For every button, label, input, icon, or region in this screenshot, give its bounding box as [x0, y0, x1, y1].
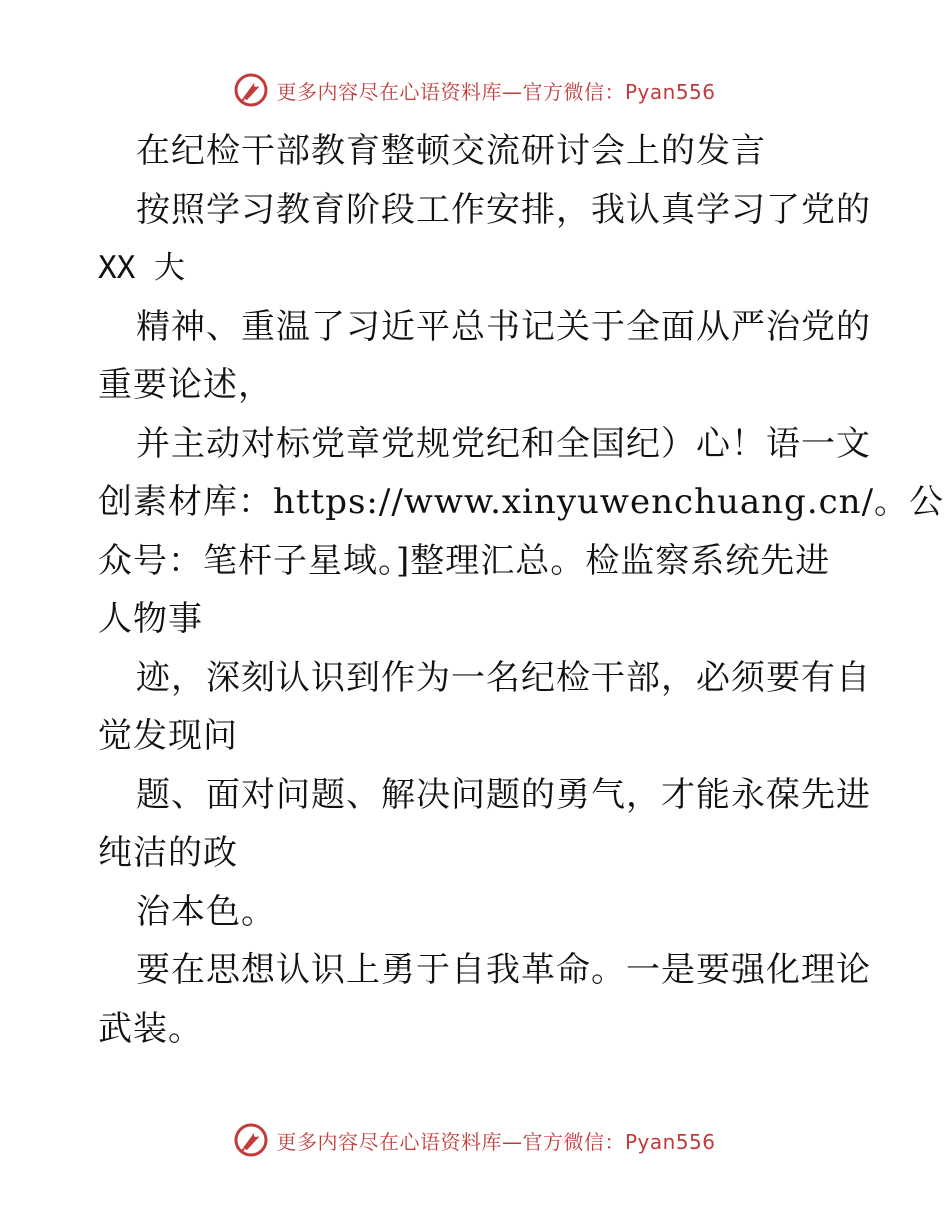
- header-wechat-id: Pyan556: [624, 79, 716, 104]
- footer-banner-separator: —: [501, 1129, 523, 1154]
- header-banner: [0, 70, 950, 110]
- header-banner-separator: —: [501, 79, 523, 104]
- paragraph-line: 觉发现问: [98, 716, 238, 756]
- header-banner-text: [276, 76, 715, 105]
- paragraph-line: XX 大: [98, 250, 185, 286]
- paragraph-line: 纯洁的政: [98, 833, 238, 873]
- document-body: [98, 122, 945, 1058]
- paragraph-line: 迹，深刻认识到作为一名纪检干部，必须要有自: [136, 657, 871, 698]
- paragraph-line: 治本色。: [136, 891, 276, 932]
- paragraph-line: 并主动对标党章党规党纪和全国纪）心！语一文: [136, 423, 871, 464]
- footer-wechat-id: Pyan556: [624, 1129, 716, 1154]
- paragraph-line: 题、面对问题、解决问题的勇气，才能永葆先进: [136, 774, 871, 815]
- header-wechat-label: 官方微信：: [522, 79, 625, 104]
- paragraph-line: 精神、重温了习近平总书记关于全面从严治党的: [136, 306, 871, 347]
- paragraph-line: 按照学习教育阶段工作安排，我认真学习了党的: [136, 189, 871, 230]
- paragraph-line: 要在思想认识上勇于自我革命。一是要强化理论: [136, 950, 871, 990]
- footer-wechat-label: 官方微信：: [522, 1129, 625, 1154]
- footer-banner-text: [276, 1126, 715, 1155]
- header-banner-title: 更多内容尽在心语资料库: [276, 79, 502, 104]
- paragraph-line: 创素材库：https://www.xinyuwenchuang.cn/。公: [98, 482, 945, 522]
- footer-banner-title: 更多内容尽在心语资料库: [276, 1129, 502, 1154]
- pen-nib-logo-icon: [234, 1123, 268, 1157]
- paragraph-line: 重要论述，: [98, 365, 273, 405]
- pen-nib-logo-icon: [234, 73, 268, 107]
- paragraph-line: 人物事: [98, 599, 203, 639]
- paragraph-line: 武装。: [98, 1008, 203, 1049]
- footer-banner: [0, 1120, 950, 1160]
- paragraph-line: 众号：笔杆子星域。]整理汇总。检监察系统先进: [98, 540, 831, 581]
- document-title: 在纪检干部教育整顿交流研讨会上的发言: [136, 131, 766, 171]
